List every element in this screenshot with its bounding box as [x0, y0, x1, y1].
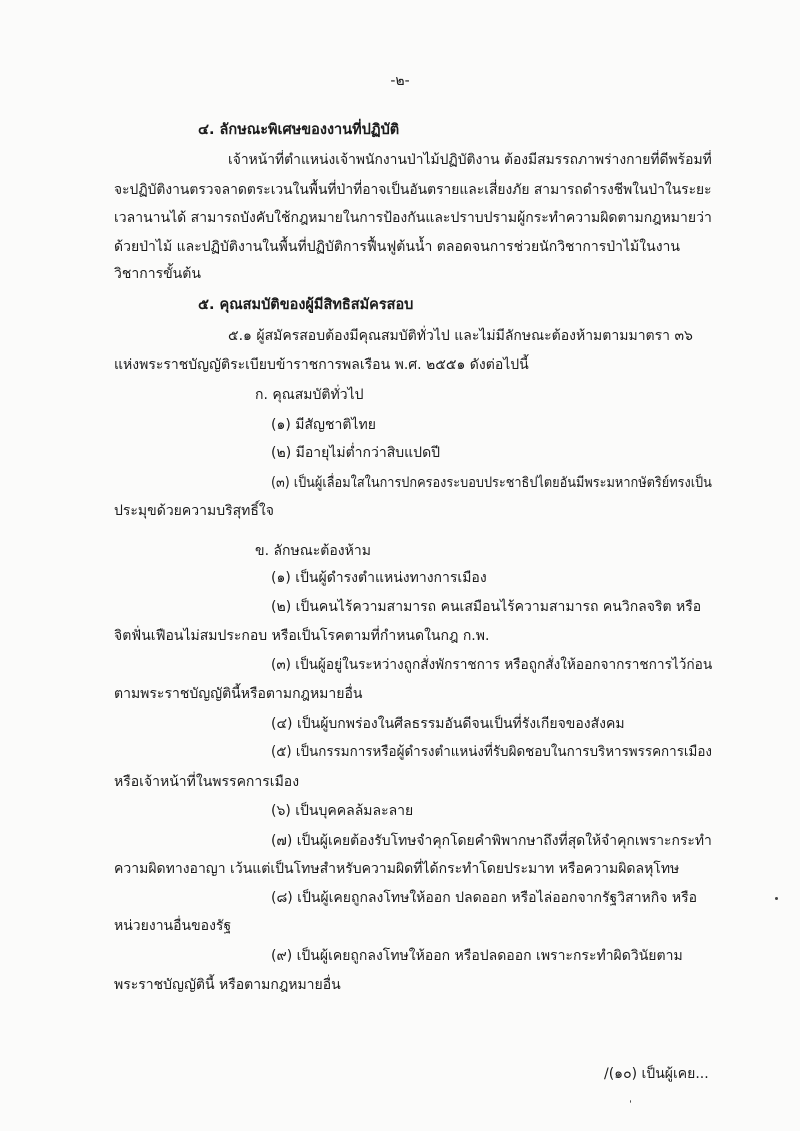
general-item-3: (๓) เป็นผู้เลื่อมใสในการปกครองระบอบประชาธิปไตยอันมีพระมหากษัตริย์ทรงเป็น [271, 475, 712, 491]
prohibited-item-3: (๓) เป็นผู้อยู่ในระหว่างถูกสั่งพักราชการ หรือถูกสั่งให้ออกจากราชการไว้ก่อน [271, 657, 713, 673]
page-number: -๒- [390, 73, 410, 89]
section-4-line-3: เวลานานได้ สามารถบังคับใช้กฎหมายในการป้องกันและปราบปรามผู้กระทำความผิดตามกฎหมายว่า [114, 210, 712, 226]
scan-speck [775, 897, 778, 900]
prohibited-item-9: (๙) เป็นผู้เคยถูกลงโทษให้ออก หรือปลดออก เพราะกระทำผิดวินัยตาม [271, 948, 683, 964]
general-item-1: (๑) มีสัญชาติไทย [271, 417, 376, 433]
section-5-intro-2: แห่งพระราชบัญญัติระเบียบข้าราชการพลเรือน พ.ศ. ๒๕๕๑ ดังต่อไปนี้ [114, 357, 529, 373]
section-4-line-4: ด้วยป่าไม้ และปฏิบัติงานในพื้นที่ปฏิบัติการฟื้นฟูต้นน้ำ ตลอดจนการช่วยนักวิชาการป่าไม้ในงาน [114, 239, 680, 255]
general-item-2: (๒) มีอายุไม่ต่ำกว่าสิบแปดปี [271, 445, 441, 461]
section-4-line-2: จะปฏิบัติงานตรวจลาดตระเวนในพื้นที่ป่าที่อาจเป็นอันตรายและเสี่ยงภัย สามารถดำรงชีพในป่าในระยะ [114, 182, 712, 198]
prohibited-item-2: (๒) เป็นคนไร้ความสามารถ คนเสมือนไร้ความสามารถ คนวิกลจริต หรือ [271, 599, 702, 615]
prohibited-item-2-cont: จิตฟั่นเฟือนไม่สมประกอบ หรือเป็นโรคตามที่กำหนดในกฎ ก.พ. [114, 628, 490, 644]
prohibited-item-5: (๕) เป็นกรรมการหรือผู้ดำรงตำแหน่งที่รับผิดชอบในการบริหารพรรคการเมือง [271, 744, 713, 760]
prohibited-item-7: (๗) เป็นผู้เคยต้องรับโทษจำคุกโดยคำพิพากษาถึงที่สุดให้จำคุกเพราะกระทำ [271, 833, 712, 849]
scan-speck [630, 1100, 631, 1103]
prohibited-item-3-cont: ตามพระราชบัญญัตินี้หรือตามกฎหมายอื่น [114, 686, 363, 702]
prohibited-item-6: (๖) เป็นบุคคลล้มละลาย [271, 803, 414, 819]
general-item-3-cont: ประมุขด้วยความบริสุทธิ์ใจ [114, 503, 274, 519]
prohibited-item-4: (๔) เป็นผู้บกพร่องในศีลธรรมอันดีจนเป็นที่รังเกียจของสังคม [271, 716, 625, 732]
prohibited-item-9-cont: พระราชบัญญัตินี้ หรือตามกฎหมายอื่น [114, 977, 341, 993]
continuation-note: /(๑๐) เป็นผู้เคย... [604, 1066, 709, 1082]
prohibited-item-5-cont: หรือเจ้าหน้าที่ในพรรคการเมือง [114, 774, 300, 790]
prohibited-item-8-cont: หน่วยงานอื่นของรัฐ [114, 918, 232, 934]
section-4-line-5: วิชาการขั้นต้น [114, 266, 201, 282]
section-5-intro-1: ๕.๑ ผู้สมัครสอบต้องมีคุณสมบัติทั่วไป และไม่มีลักษณะต้องห้ามตามมาตรา ๓๖ [228, 328, 693, 344]
section-5-heading: ๕. คุณสมบัติของผู้มีสิทธิสมัครสอบ [198, 297, 414, 313]
prohibited-item-8: (๘) เป็นผู้เคยถูกลงโทษให้ออก ปลดออก หรือไล่ออกจากรัฐวิสาหกิจ หรือ [271, 890, 698, 906]
section-4-line-1: เจ้าหน้าที่ตำแหน่งเจ้าพนักงานป่าไม้ปฏิบัติงาน ต้องมีสมรรถภาพร่างกายที่ดีพร้อมที่ [228, 152, 712, 168]
section-4-heading: ๔. ลักษณะพิเศษของงานที่ปฏิบัติ [198, 122, 400, 138]
prohibited-title: ข. ลักษณะต้องห้าม [255, 543, 371, 559]
general-qualifications-title: ก. คุณสมบัติทั่วไป [255, 387, 364, 403]
prohibited-item-1: (๑) เป็นผู้ดำรงตำแหน่งทางการเมือง [271, 570, 487, 586]
prohibited-item-7-cont: ความผิดทางอาญา เว้นแต่เป็นโทษสำหรับความผิดที่ได้กระทำโดยประมาท หรือความผิดลหุโทษ [114, 861, 680, 877]
